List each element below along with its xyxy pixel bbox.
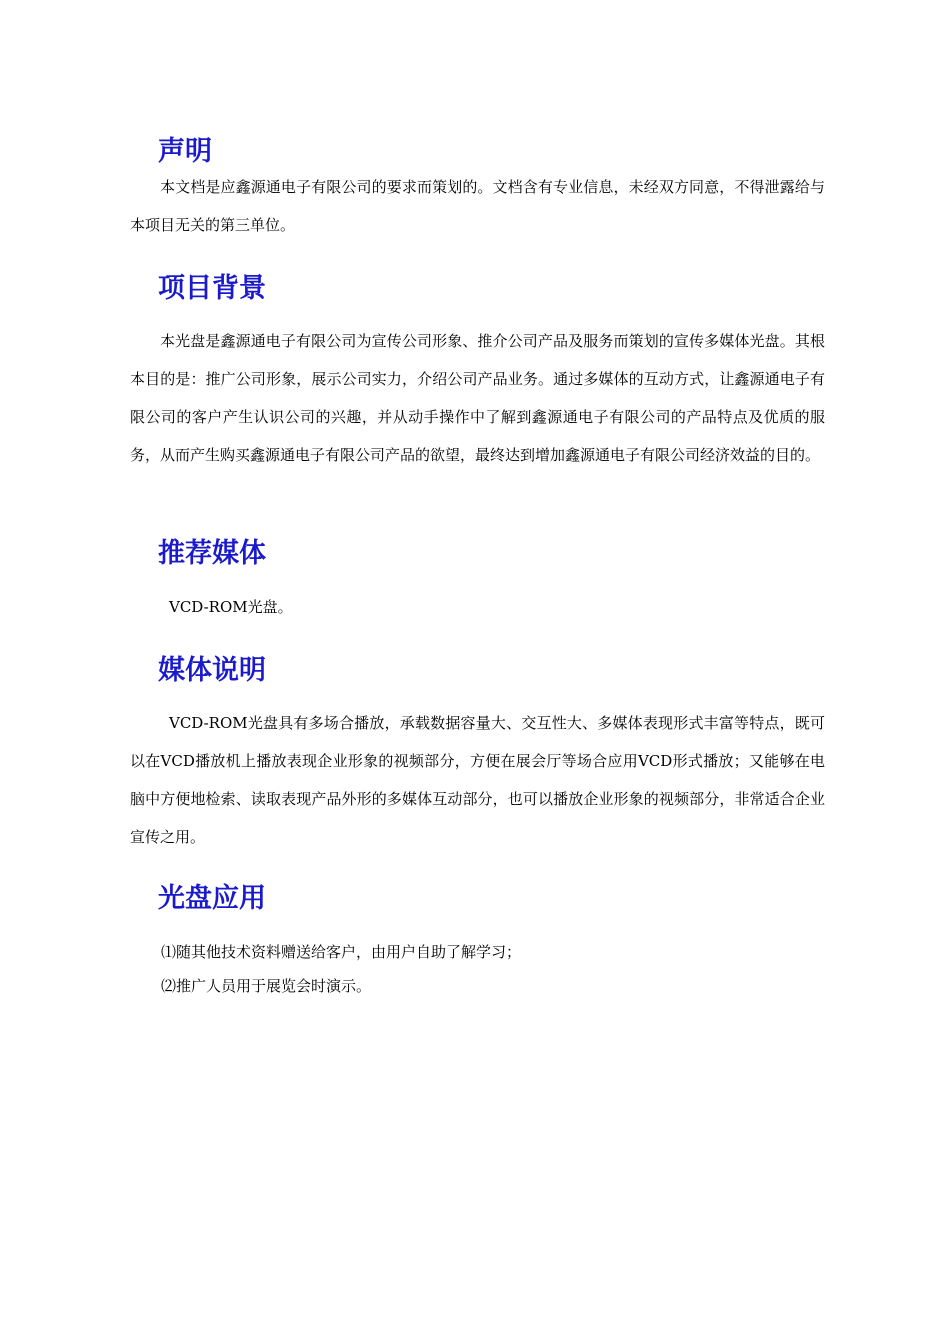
heading-media-description: 媒体说明 — [158, 655, 266, 686]
heading-project-background: 项目背景 — [158, 273, 266, 304]
paragraph-statement: 本文档是应鑫源通电子有限公司的要求而策划的。文档含有专业信息，未经双方同意，不得泄露给与本项目无关的第三单位。 — [130, 178, 825, 234]
paragraph-recommended-media: VCD-ROM光盘。 — [169, 598, 293, 616]
paragraph-project-background: 本光盘是鑫源通电子有限公司为宣传公司形象、推介公司产品及服务而策划的宣传多媒体光盘。其根本目的是：推广公司形象，展示公司实力，介绍公司产品业务。通过多媒体的互动方式，让鑫源通电子有限公司的客户产生认识公司的兴趣，并从动手操作中了解到鑫源通电子有限公司的产品特点及优质的服务，从而产生购买鑫源通电子有限公司产品的欲望，最终达到增加鑫源通电子有限公司经济效益的目的。 — [130, 332, 825, 464]
heading-disc-application: 光盘应用 — [158, 883, 266, 914]
list-item-2: ⑵推广人员用于展览会时演示。 — [161, 977, 372, 995]
paragraph-media-description: VCD-ROM光盘具有多场合播放，承载数据容量大、交互性大、多媒体表现形式丰富等特点，既可以在VCD播放机上播放表现企业形象的视频部分，方便在展会厅等场合应用VCD形式播放；又能够在电脑中方便地检索、读取表现产品外形的多媒体互动部分，也可以播放企业形象的视频部分，非常适合企业宣传之用。 — [130, 714, 825, 846]
heading-recommended-media: 推荐媒体 — [158, 538, 266, 569]
heading-statement: 声明 — [158, 136, 212, 167]
list-item-1: ⑴随其他技术资料赠送给客户，由用户自助了解学习； — [161, 943, 522, 961]
